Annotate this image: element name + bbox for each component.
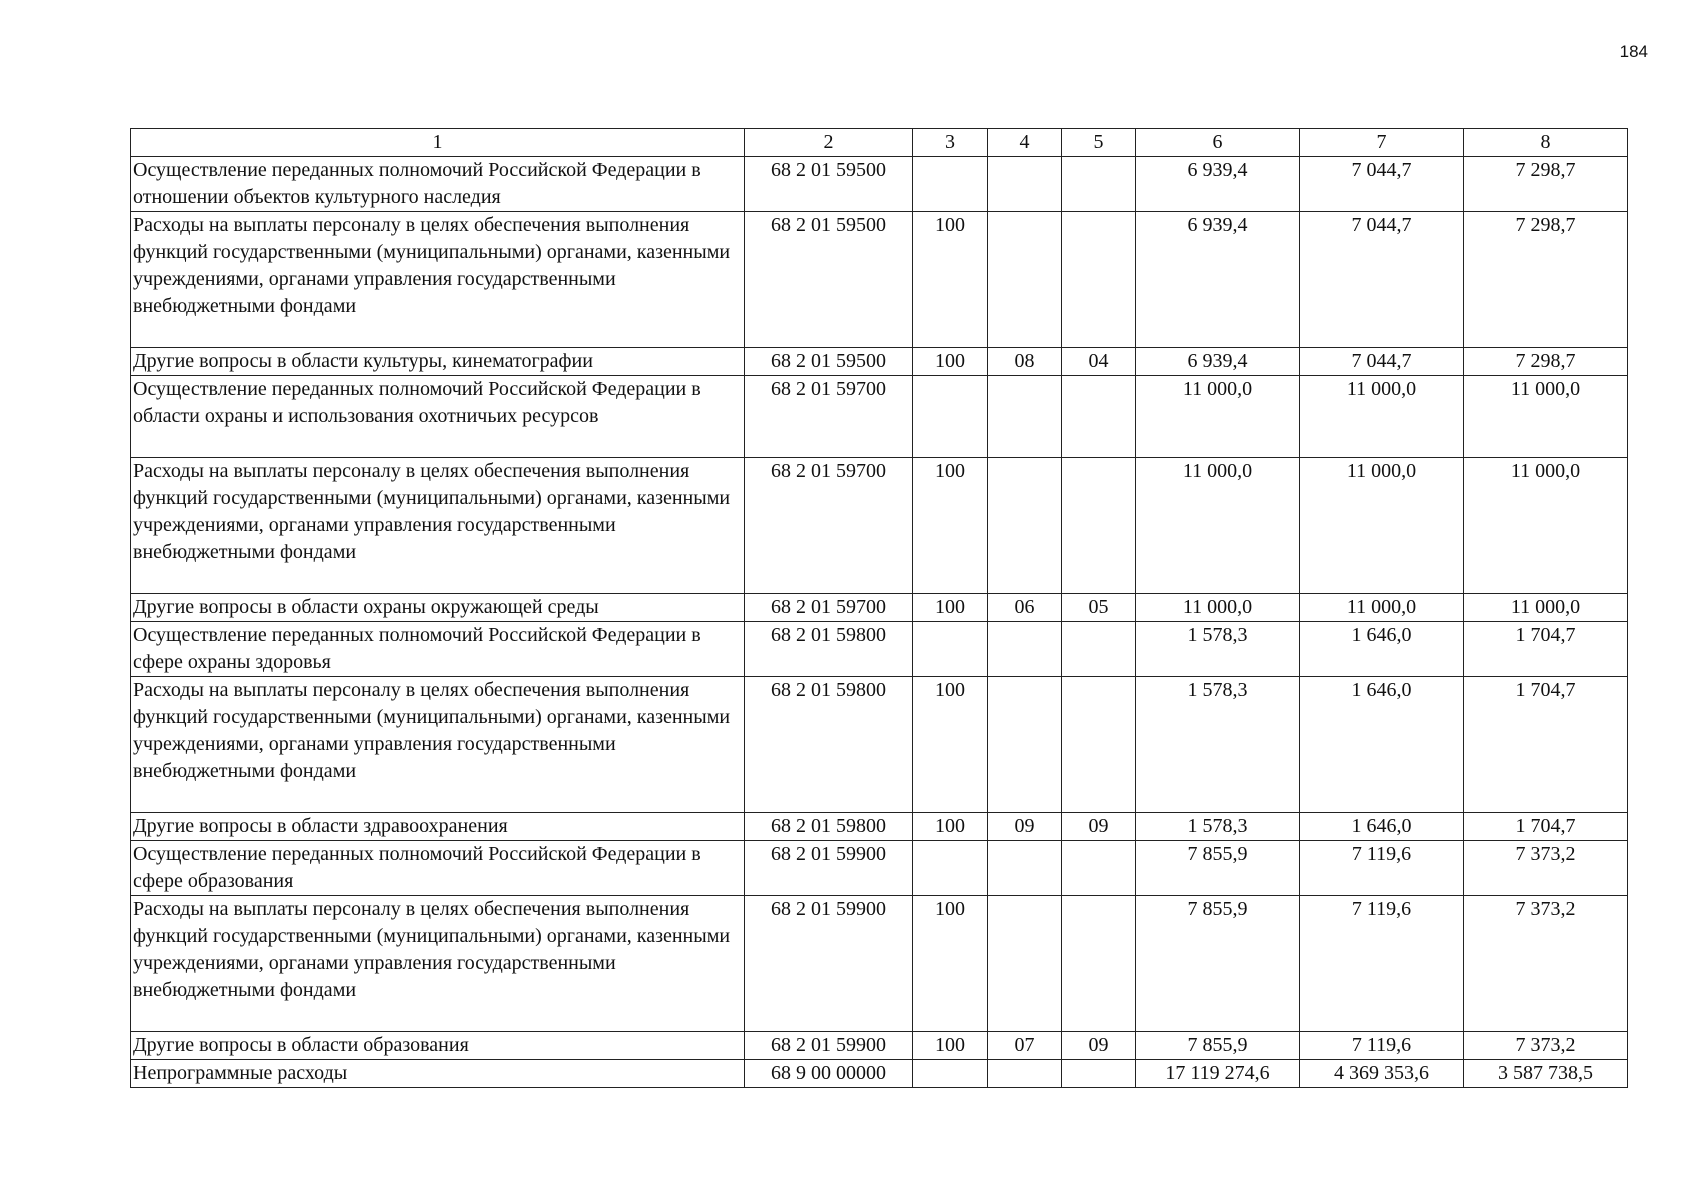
cell-expense-type: 100 [913, 594, 988, 622]
cell-name: Осуществление переданных полномочий Российской Федерации в сфере образования [131, 841, 745, 896]
cell-target-code: 68 2 01 59700 [745, 458, 913, 594]
table-row [131, 677, 1628, 813]
column-header: 2 [745, 129, 913, 157]
cell-amount-col6: 6 939,4 [1136, 157, 1300, 212]
column-header: 5 [1062, 129, 1136, 157]
cell-amount-col6: 11 000,0 [1136, 458, 1300, 594]
cell-subsection [1062, 157, 1136, 212]
cell-expense-type [913, 622, 988, 677]
cell-name: Расходы на выплаты персоналу в целях обеспечения выполнения функций государственными (муниципальными) органами, казенными учреждениями, органами управления государственными внебюджетными фондами [131, 212, 745, 348]
cell-amount-col8: 7 298,7 [1464, 348, 1628, 376]
cell-amount-col6: 7 855,9 [1136, 896, 1300, 1032]
cell-section [988, 376, 1062, 458]
cell-name: Осуществление переданных полномочий Российской Федерации в области охраны и использования охотничьих ресурсов [131, 376, 745, 458]
cell-name: Расходы на выплаты персоналу в целях обеспечения выполнения функций государственными (муниципальными) органами, казенными учреждениями, органами управления государственными внебюджетными фондами [131, 458, 745, 594]
cell-target-code: 68 2 01 59500 [745, 157, 913, 212]
cell-expense-type: 100 [913, 458, 988, 594]
cell-amount-col7: 7 044,7 [1300, 212, 1464, 348]
cell-amount-col8: 1 704,7 [1464, 813, 1628, 841]
cell-amount-col6: 11 000,0 [1136, 376, 1300, 458]
cell-name: Другие вопросы в области образования [131, 1032, 745, 1060]
cell-amount-col7: 11 000,0 [1300, 376, 1464, 458]
cell-expense-type: 100 [913, 212, 988, 348]
table-body [131, 157, 1628, 1088]
cell-section [988, 157, 1062, 212]
cell-amount-col6: 6 939,4 [1136, 212, 1300, 348]
cell-name: Другие вопросы в области охраны окружающей среды [131, 594, 745, 622]
cell-name: Расходы на выплаты персоналу в целях обеспечения выполнения функций государственными (муниципальными) органами, казенными учреждениями, органами управления государственными внебюджетными фондами [131, 677, 745, 813]
cell-amount-col7: 4 369 353,6 [1300, 1060, 1464, 1088]
cell-section [988, 622, 1062, 677]
column-header: 8 [1464, 129, 1628, 157]
cell-amount-col7: 7 119,6 [1300, 841, 1464, 896]
cell-amount-col7: 1 646,0 [1300, 813, 1464, 841]
cell-section: 09 [988, 813, 1062, 841]
table-row [131, 813, 1628, 841]
cell-section [988, 1060, 1062, 1088]
column-header: 6 [1136, 129, 1300, 157]
cell-subsection: 09 [1062, 1032, 1136, 1060]
cell-expense-type [913, 841, 988, 896]
cell-amount-col8: 7 373,2 [1464, 841, 1628, 896]
cell-amount-col6: 1 578,3 [1136, 813, 1300, 841]
cell-subsection [1062, 1060, 1136, 1088]
cell-subsection [1062, 376, 1136, 458]
cell-section [988, 677, 1062, 813]
cell-name: Другие вопросы в области культуры, кинематографии [131, 348, 745, 376]
cell-name: Непрограммные расходы [131, 1060, 745, 1088]
cell-expense-type: 100 [913, 677, 988, 813]
cell-amount-col8: 7 298,7 [1464, 157, 1628, 212]
table-row [131, 458, 1628, 594]
table-row [131, 622, 1628, 677]
cell-target-code: 68 2 01 59800 [745, 622, 913, 677]
cell-amount-col6: 1 578,3 [1136, 622, 1300, 677]
cell-amount-col7: 11 000,0 [1300, 594, 1464, 622]
cell-amount-col8: 7 298,7 [1464, 212, 1628, 348]
column-header: 1 [131, 129, 745, 157]
cell-amount-col7: 7 119,6 [1300, 896, 1464, 1032]
table-row [131, 212, 1628, 348]
cell-amount-col8: 7 373,2 [1464, 1032, 1628, 1060]
cell-section: 07 [988, 1032, 1062, 1060]
cell-subsection [1062, 458, 1136, 594]
cell-amount-col8: 7 373,2 [1464, 896, 1628, 1032]
cell-section [988, 841, 1062, 896]
cell-subsection [1062, 622, 1136, 677]
cell-target-code: 68 2 01 59900 [745, 1032, 913, 1060]
cell-amount-col6: 1 578,3 [1136, 677, 1300, 813]
cell-subsection: 04 [1062, 348, 1136, 376]
cell-amount-col6: 7 855,9 [1136, 1032, 1300, 1060]
cell-subsection [1062, 677, 1136, 813]
column-header: 3 [913, 129, 988, 157]
column-header: 7 [1300, 129, 1464, 157]
cell-subsection [1062, 212, 1136, 348]
cell-expense-type: 100 [913, 348, 988, 376]
cell-section [988, 896, 1062, 1032]
cell-expense-type: 100 [913, 1032, 988, 1060]
cell-amount-col6: 7 855,9 [1136, 841, 1300, 896]
cell-amount-col8: 1 704,7 [1464, 677, 1628, 813]
cell-amount-col7: 11 000,0 [1300, 458, 1464, 594]
cell-target-code: 68 2 01 59500 [745, 212, 913, 348]
table-row [131, 594, 1628, 622]
cell-amount-col7: 1 646,0 [1300, 677, 1464, 813]
cell-target-code: 68 2 01 59700 [745, 376, 913, 458]
header-row [131, 129, 1628, 157]
cell-target-code: 68 2 01 59900 [745, 841, 913, 896]
table-row [131, 376, 1628, 458]
cell-target-code: 68 2 01 59800 [745, 813, 913, 841]
cell-section [988, 458, 1062, 594]
cell-name: Осуществление переданных полномочий Российской Федерации в отношении объектов культурного наследия [131, 157, 745, 212]
table-row [131, 1032, 1628, 1060]
cell-amount-col7: 7 119,6 [1300, 1032, 1464, 1060]
cell-amount-col8: 11 000,0 [1464, 594, 1628, 622]
cell-expense-type: 100 [913, 813, 988, 841]
cell-target-code: 68 9 00 00000 [745, 1060, 913, 1088]
cell-amount-col6: 11 000,0 [1136, 594, 1300, 622]
cell-expense-type [913, 157, 988, 212]
cell-section: 08 [988, 348, 1062, 376]
cell-subsection [1062, 896, 1136, 1032]
cell-target-code: 68 2 01 59700 [745, 594, 913, 622]
cell-expense-type [913, 1060, 988, 1088]
budget-table [130, 128, 1628, 1088]
cell-target-code: 68 2 01 59800 [745, 677, 913, 813]
cell-amount-col7: 1 646,0 [1300, 622, 1464, 677]
cell-name: Другие вопросы в области здравоохранения [131, 813, 745, 841]
cell-target-code: 68 2 01 59500 [745, 348, 913, 376]
cell-name: Расходы на выплаты персоналу в целях обеспечения выполнения функций государственными (муниципальными) органами, казенными учреждениями, органами управления государственными внебюджетными фондами [131, 896, 745, 1032]
cell-amount-col8: 3 587 738,5 [1464, 1060, 1628, 1088]
table-row [131, 157, 1628, 212]
cell-target-code: 68 2 01 59900 [745, 896, 913, 1032]
cell-amount-col8: 1 704,7 [1464, 622, 1628, 677]
cell-name: Осуществление переданных полномочий Российской Федерации в сфере охраны здоровья [131, 622, 745, 677]
column-header: 4 [988, 129, 1062, 157]
cell-subsection [1062, 841, 1136, 896]
cell-subsection: 05 [1062, 594, 1136, 622]
cell-amount-col8: 11 000,0 [1464, 376, 1628, 458]
cell-expense-type [913, 376, 988, 458]
cell-amount-col6: 17 119 274,6 [1136, 1060, 1300, 1088]
cell-subsection: 09 [1062, 813, 1136, 841]
cell-amount-col8: 11 000,0 [1464, 458, 1628, 594]
table-row [131, 1060, 1628, 1088]
table-row [131, 896, 1628, 1032]
table-row [131, 348, 1628, 376]
cell-amount-col7: 7 044,7 [1300, 348, 1464, 376]
table-row [131, 841, 1628, 896]
cell-section [988, 212, 1062, 348]
cell-amount-col7: 7 044,7 [1300, 157, 1464, 212]
cell-section: 06 [988, 594, 1062, 622]
page-number: 184 [1619, 42, 1648, 61]
cell-expense-type: 100 [913, 896, 988, 1032]
cell-amount-col6: 6 939,4 [1136, 348, 1300, 376]
